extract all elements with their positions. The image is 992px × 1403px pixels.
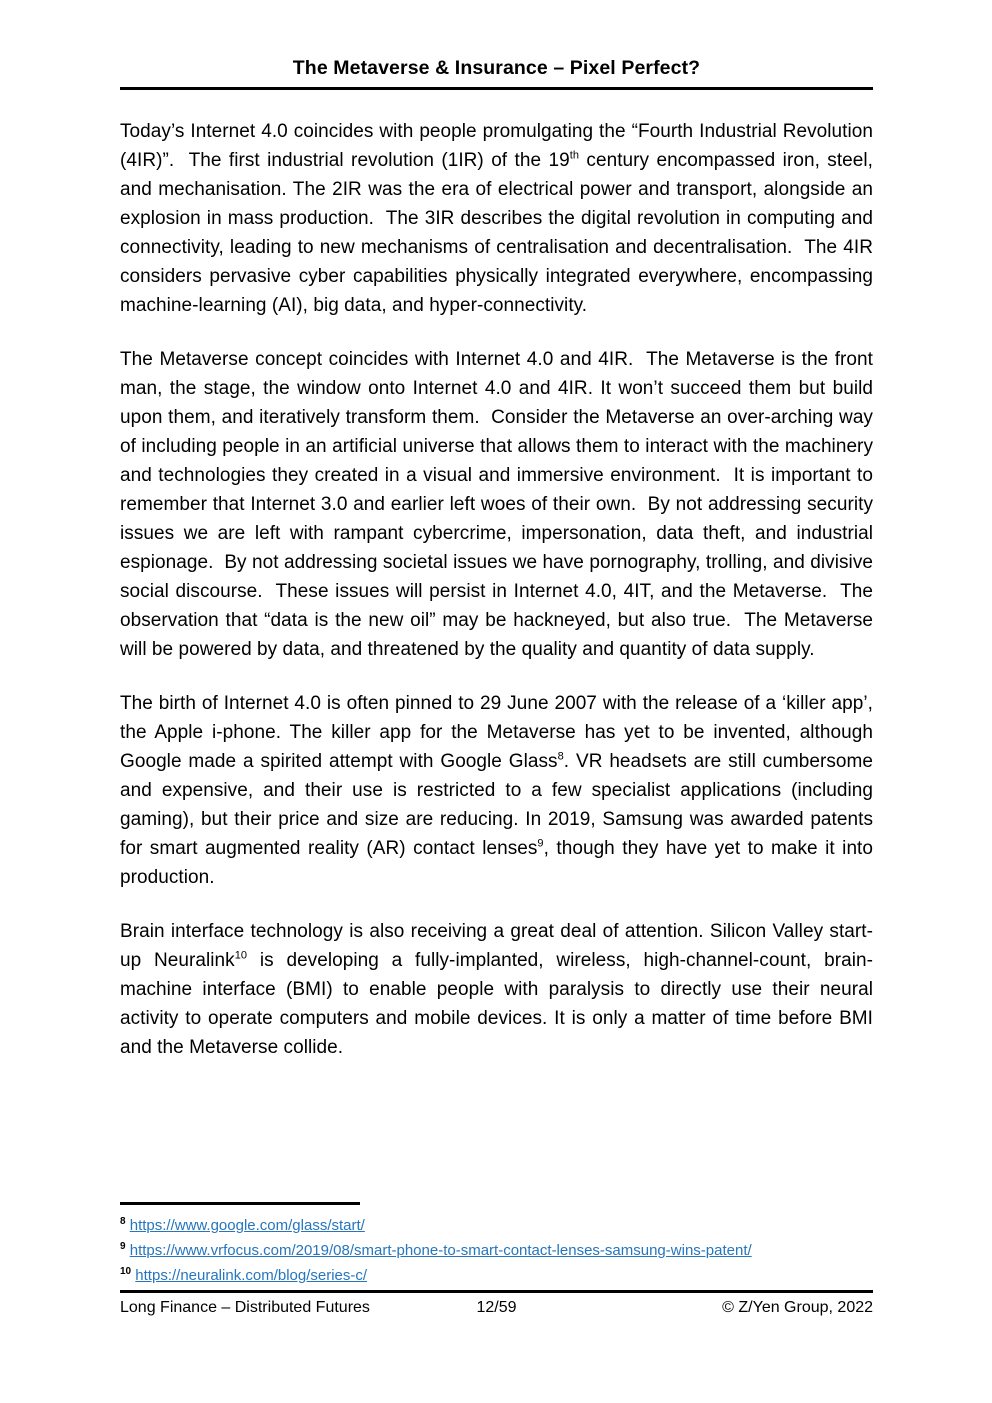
footnote-item [120,1213,873,1238]
footnote-marker: 9 [120,1241,126,1252]
footnote-link[interactable]: https://neuralink.com/blog/series-c/ [135,1267,368,1284]
paragraph-text: The Metaverse concept coincides with Internet 4.0 and 4IR. The Metaverse is the front man, the stage, the window onto Internet 4.0 and 4IR. It won’t succeed them but build upon them, and iteratively transform them. Consider the Metaverse an over-arching way of including people in an artificial universe that allows them to interact with the machinery and technologies they created in a visual and immersive environment. It is important to remember that Internet 3.0 and earlier left woes of their own. By not addressing security issues we are left with rampant cybercrime, impersonation, data theft, and industrial espionage. By not addressing societal issues we have pornography, trolling, and divisive social discourse. These issues will persist in Internet 4.0, 4IT, and the Metaverse. The observation that “data is the new oil” may be hackneyed, but also true. The Metaverse will be powered by data, and threatened by the quality and quantity of data supply. [120,349,873,660]
footnote-separator-rule [120,1202,360,1205]
paragraph-text: The birth of Internet 4.0 is often pinned to 29 June 2007 with the release of a ‘killer app’, the Apple i-phone. The killer app for the Metaverse has yet to be invented, although Google made a spirited attempt with Google Glass [120,693,873,772]
paragraph-text: Today’s Internet 4.0 coincides with people promulgating the “Fourth Industrial Revolution (4IR)”. The first industrial revolution (1IR) of the 19 [120,121,873,171]
page-footer [120,1290,873,1317]
footer-page-number: 12/59 [476,1299,517,1316]
page-header [120,0,873,90]
paragraph-3 [120,689,873,892]
footnote-marker: 8 [120,1216,126,1227]
footnote-list [120,1213,873,1288]
paragraph-4 [120,917,873,1062]
paragraph-text: is developing a fully-implanted, wireless, high-channel-count, brain-machine interface (BMI) to enable people with paralysis to directly use their neural activity to operate computers and mobile devices. It is only a matter of time before BMI and the Metaverse collide. [120,950,873,1058]
paragraph-1 [120,117,873,320]
paragraph-text: , though they have yet to make it into production. [120,838,874,888]
page-title: The Metaverse & Insurance – Pixel Perfect? [292,57,701,79]
superscript-footnote-ref: 8 [557,750,564,763]
footnote-link[interactable]: https://www.vrfocus.com/2019/08/smart-phone-to-smart-contact-lenses-samsung-wins-patent/ [129,1242,752,1259]
footnote-area [120,1202,873,1288]
superscript-footnote-ref: 9 [537,837,544,850]
superscript-footnote-ref: 10 [234,949,248,962]
footer-report-title: Long Finance – Distributed Futures [120,1299,370,1316]
footnote-item [120,1263,873,1288]
paragraph-2 [120,345,873,664]
footnote-marker: 10 [120,1266,132,1277]
footnote-item [120,1238,873,1263]
paragraph-text: century encompassed iron, steel, and mechanisation. The 2IR was the era of electrical power and transport, alongside an explosion in mass production. The 3IR describes the digital revolution in computing and connectivity, leading to new mechanisms of centralisation and decentralisation. The 4IR considers pervasive cyber capabilities physically integrated everywhere, encompassing machine-learning (AI), big data, and hyper-connectivity. [120,150,873,316]
paragraph-text: Brain interface technology is also receiving a great deal of attention. Silicon Valley start-up Neuralink [120,921,873,971]
body-paragraphs [120,117,873,1062]
paragraph-text: . VR headsets are still cumbersome and expensive, and their use is restricted to a few specialist applications (including gaming), but their price and size are reducing. In 2019, Samsung was awarded patents for smart augmented reality (AR) contact lenses [120,751,874,859]
superscript-footnote-ref: th [569,149,580,162]
footer-copyright: © Z/Yen Group, 2022 [722,1299,874,1316]
footnote-link[interactable]: https://www.google.com/glass/start/ [129,1217,365,1234]
